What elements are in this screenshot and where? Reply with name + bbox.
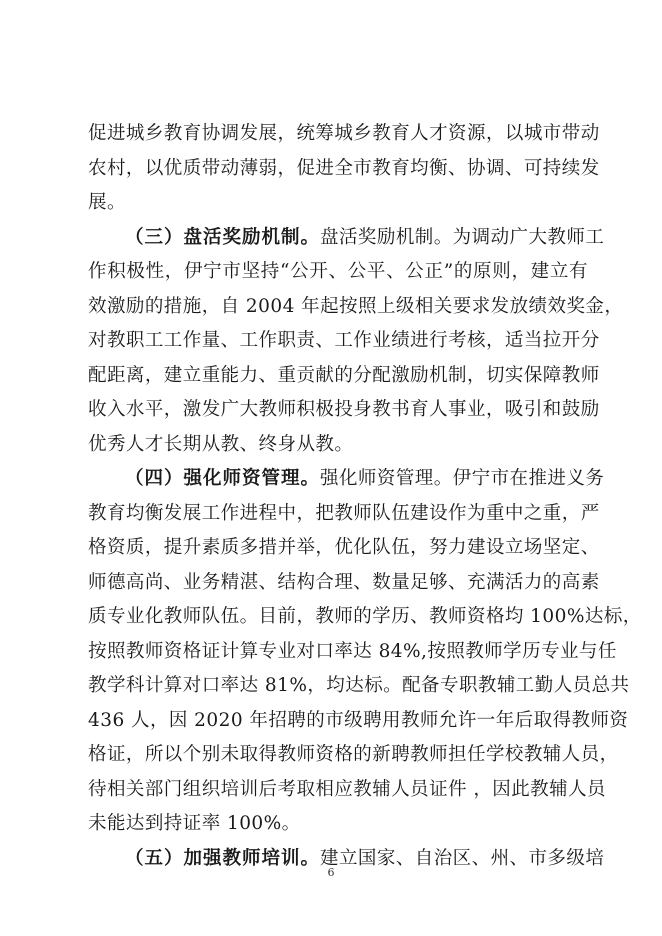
paragraph-2 — [88, 221, 624, 463]
section-heading-3: （三）盘活奖励机制。 — [125, 226, 321, 248]
heading-line-text: 盘活奖励机制。为调动广大教师工 — [320, 226, 605, 248]
text-line: 教育均衡发展工作进程中，把教师队伍建设作为重中之重，严 — [88, 502, 600, 524]
text-line: 教学科计算对口率达 81%，均达标。配备专职教辅工勤人员总共 — [88, 675, 630, 696]
text-line: 效激励的措施，自 2004 年起按照上级相关要求发放绩效奖金， — [88, 295, 624, 317]
text-line: 展。 — [88, 192, 126, 213]
text-line: 收入水平，激发广大教师积极投身教书育人事业，吸引和鼓励 — [88, 399, 600, 420]
text-line: 未能达到持证率 100%。 — [88, 813, 301, 834]
heading-line-text: 建立国家、自治区、州、市多级培 — [320, 847, 605, 869]
text-line: 格资质，提升素质多措并举，优化队伍，努力建设立场坚定、 — [88, 537, 600, 558]
paragraph-1 — [88, 117, 600, 221]
text-line: 436 人，因 2020 年招聘的市级聘用教师允许一年后取得教师资 — [88, 709, 629, 731]
section-heading-5: （五）加强教师培训。 — [125, 847, 321, 869]
text-line: 师德高尚、业务精湛、结构合理、数量足够、充满活力的高素 — [88, 571, 600, 593]
text-line: 农村，以优质带动薄弱，促进全市教育均衡、协调、可持续发 — [88, 157, 600, 179]
text-line: 按照教师资格证计算专业对口率达 84%,按照教师学历专业与任 — [88, 640, 617, 662]
paragraph-3 — [88, 462, 642, 842]
text-line — [88, 221, 605, 256]
text-line: 质专业化教师队伍。目前，教师的学历、教师资格均 100%达标， — [88, 606, 642, 627]
text-line: 促进城乡教育协调发展，统筹城乡教育人才资源，以城市带动 — [88, 123, 600, 144]
body-text — [88, 117, 642, 876]
heading-line-text: 强化师资管理。伊宁市在推进义务 — [320, 468, 605, 489]
text-line: 格证，所以个别未取得教师资格的新聘教师担任学校教辅人员， — [88, 744, 619, 765]
text-line: 对教职工工作量、工作职责、工作业绩进行考核，适当拉开分 — [88, 330, 600, 351]
text-line: 优秀人才长期从教、终身从教。 — [88, 433, 354, 455]
text-line: 配距离，建立重能力、重贡献的分配激励机制，切实保障教师 — [88, 364, 600, 386]
text-line — [88, 462, 605, 497]
text-line: 待相关部门组织培训后考取相应教辅人员证件 ，因此教辅人员 — [88, 778, 606, 800]
section-heading-4: （四）强化师资管理。 — [125, 468, 321, 489]
text-line: 作积极性，伊宁市坚持“公开、公平、公正”的原则，建立有 — [88, 261, 588, 282]
page-number: 6 — [327, 866, 335, 879]
